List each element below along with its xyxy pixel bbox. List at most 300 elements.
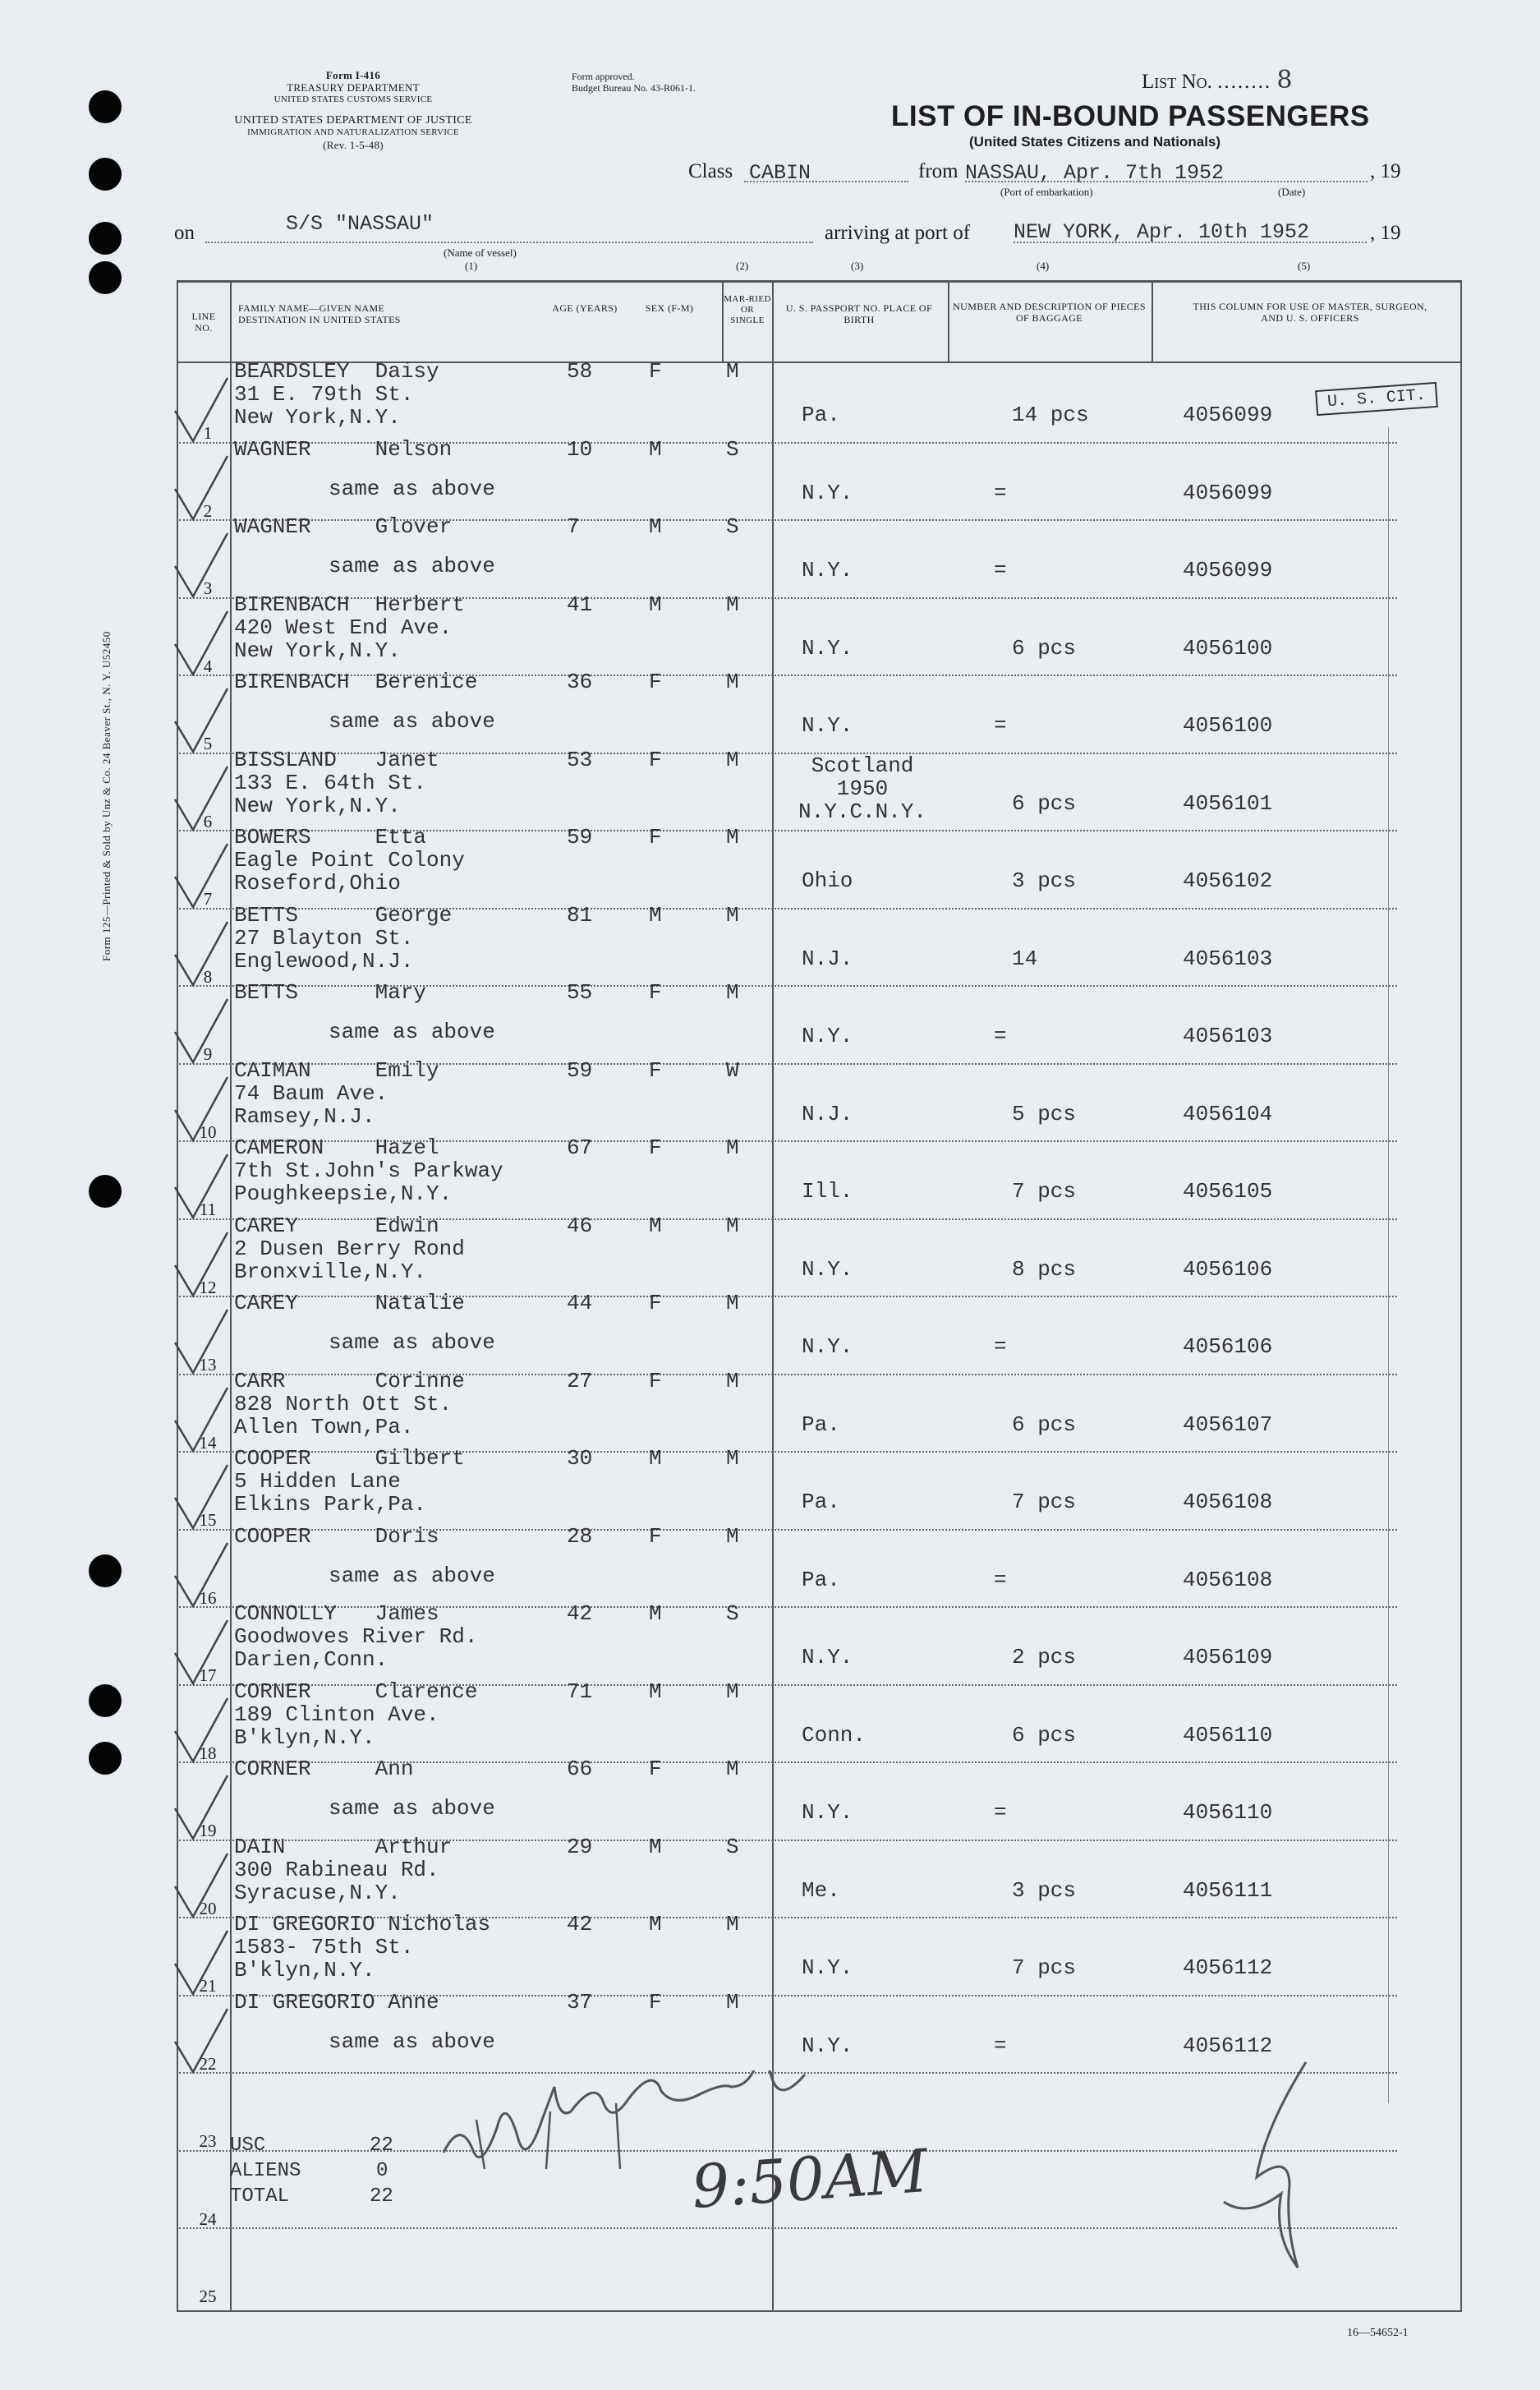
passenger-age: 41 [567,592,593,617]
passenger-address: same as above [329,1796,495,1821]
passenger-sex: M [649,514,662,539]
passenger-baggage: = [994,1024,1007,1048]
passenger-name: DI GREGORIO Anne [234,1989,439,2015]
passenger-sex: F [649,1757,662,1781]
passenger-birthplace: N.Y. [802,1334,853,1359]
passenger-name: WAGNER Glover [234,514,453,539]
passenger-baggage: 3 pcs [1012,1877,1077,1903]
check-mark-icon [168,1461,234,1535]
year-suffix-2: , 19 [1370,222,1401,244]
page-subtitle: (United States Citizens and Nationals) [969,134,1221,150]
approved-text: Form approved. [572,71,635,82]
passenger-name: BEARDSLEY Daisy [234,359,439,384]
passenger-marital: M [726,1989,739,2015]
punch-hole [89,222,122,255]
arriving-dots [1014,228,1367,243]
passenger-sex: F [649,670,662,694]
line-number: 17 [199,1665,217,1685]
passenger-baggage: = [994,1567,1007,1592]
us-cit-stamp-text: U. S. CIT. [1326,385,1427,412]
col-head-line: LINE NO. [191,311,216,334]
passenger-officer-number: 4056104 [1183,1101,1273,1126]
passenger-address: same as above [329,1020,495,1044]
passenger-age: 55 [567,980,593,1005]
passenger-address-line2: Ramsey,N.J. [234,1103,375,1129]
line-number: 8 [203,966,213,987]
passenger-birthplace: Ohio [802,868,853,893]
passenger-address-line1: 7th St.John's Parkway [234,1158,503,1183]
passenger-address-line2: Roseford,Ohio [234,871,401,896]
doj: UNITED STATES DEPARTMENT OF JUSTICE [234,114,472,127]
class-value: CABIN [749,161,811,185]
check-mark-icon [168,1073,234,1147]
passenger-sex: F [649,825,662,850]
arriving-label: arriving at port of [825,222,971,244]
passenger-name: BISSLAND Janet [234,747,439,772]
col-num-1: (1) [465,260,478,272]
passenger-address-line2: B'klyn,N.Y. [234,1725,375,1750]
passenger-sex: M [649,1446,662,1471]
col-head-baggage: NUMBER AND DESCRIPTION OF PIECES OF BAGGAGE [953,301,1146,324]
line-number: 6 [203,811,213,831]
passenger-officer-number: 4056110 [1183,1800,1273,1825]
passenger-officer-number: 4056106 [1183,1256,1273,1282]
passenger-age: 58 [567,359,593,384]
total-value: 22 [370,2185,393,2208]
passenger-sex: M [649,1213,662,1238]
passenger-officer-number: 4056099 [1183,558,1273,583]
passenger-officer-number: 4056107 [1183,1411,1273,1437]
check-mark-icon [168,2005,234,2079]
date-label: (Date) [1278,186,1306,198]
passenger-baggage: 6 pcs [1012,1411,1077,1437]
punch-hole [89,1554,122,1587]
col-head-officers: THIS COLUMN FOR USE OF MASTER, SURGEON, AND U. S. OFFICERS [1193,301,1427,324]
class-dots [744,168,908,182]
passenger-name: CAIMAN Emily [234,1057,439,1083]
passenger-marital: S [726,1601,739,1626]
passenger-marital: M [726,1523,739,1549]
col-divider [1388,427,1389,2103]
passenger-sex: M [649,1601,662,1626]
passenger-officer-number: 4056099 [1183,403,1273,427]
passenger-age: 28 [567,1523,593,1549]
line-number: 9 [203,1044,213,1064]
passenger-name: CORNER Ann [234,1757,414,1781]
col-head-sex: SEX (F-M) [645,302,694,314]
passenger-marital: M [726,1757,739,1781]
col-head-married: MAR-RIED OR SINGLE [724,294,771,325]
col-divider [1460,282,1462,2311]
passenger-address-line1: 420 West End Ave. [234,615,453,640]
passenger-marital: M [726,747,739,772]
passenger-birthplace: N.Y. [802,480,853,505]
passenger-officer-number: 4056108 [1183,1490,1273,1514]
passenger-address: same as above [329,476,495,501]
check-mark-icon [168,1616,234,1690]
passenger-officer-number: 4056112 [1183,1955,1273,1980]
passenger-marital: M [726,592,739,617]
passenger-sex: M [649,436,662,462]
line-number: 15 [199,1510,217,1530]
col-num-2: (2) [736,260,749,272]
passenger-name: CAMERON Hazel [234,1135,439,1160]
line-number: 22 [199,2053,217,2074]
check-mark-icon [168,762,234,836]
line-number: 7 [203,889,213,909]
check-mark-icon [168,529,234,603]
passenger-birthplace: Conn. [802,1722,867,1748]
check-mark-icon [168,1150,234,1224]
check-mark-icon [168,1384,234,1457]
passenger-address-line1: 31 E. 79th St. [234,382,414,407]
passenger-birthplace: N.Y. [802,1800,853,1825]
check-mark-icon [168,452,234,526]
passenger-name: CAREY Edwin [234,1213,439,1238]
passenger-address-line1: 133 E. 64th St. [234,770,427,795]
passenger-sex: F [649,1291,662,1315]
passenger-age: 81 [567,902,593,928]
line-number: 23 [199,2131,217,2151]
passenger-birthplace: Me. [802,1877,840,1903]
passenger-officer-number: 4056102 [1183,868,1273,893]
check-mark-icon [168,684,234,758]
passenger-marital: S [726,514,739,539]
line-number: 2 [203,500,213,521]
passenger-sex: F [649,1523,662,1549]
passenger-birthplace: N.J. [802,1101,853,1126]
passenger-name: BETTS George [234,902,453,928]
passenger-address-line1: 2 Dusen Berry Rond [234,1236,465,1261]
from-label: from [918,160,958,182]
passenger-marital: M [726,1912,739,1936]
passenger-age: 30 [567,1446,593,1471]
line-number: 1 [203,423,213,443]
passenger-age: 10 [567,436,593,462]
list-no-value: 8 [1276,66,1293,94]
passenger-age: 36 [567,670,593,694]
passenger-address: same as above [329,554,495,578]
passenger-address: same as above [329,2029,495,2054]
from-dots [965,168,1368,182]
passenger-baggage: 7 pcs [1012,1490,1077,1514]
punch-hole [89,1175,122,1208]
handwritten-time: 9:50AM [689,2136,930,2222]
passenger-age: 67 [567,1135,593,1160]
on-label: on [174,222,195,244]
total-value: 0 [376,2160,388,2182]
passenger-age: 7 [567,514,580,539]
line-number: 13 [199,1355,217,1375]
form-header-left [168,69,538,151]
passenger-address: same as above [329,1563,495,1588]
passenger-sex: F [649,980,662,1005]
passenger-marital: M [726,1291,739,1315]
col-num-3: (3) [851,260,864,272]
passenger-officer-number: 4056112 [1183,2033,1273,2058]
revision: (Rev. 1-5-48) [323,139,384,151]
passenger-birthplace: N.Y. [802,713,853,738]
punch-hole [89,1684,122,1717]
side-printer-note: Form 125—Printed & Sold by Unz & Co. 24 Beaver St., N. Y. U52450 [100,631,113,961]
year-suffix: , 19 [1370,160,1401,182]
vessel-name: S/S "NASSAU" [286,212,434,236]
vessel-label: (Name of vessel) [444,246,517,259]
passenger-birthplace: N.Y. [802,2033,853,2058]
treasury-dept: TREASURY DEPARTMENT [287,81,420,94]
passenger-baggage: 6 pcs [1012,1722,1077,1748]
passenger-age: 29 [567,1834,593,1859]
passenger-marital: S [726,1834,739,1859]
col-head-age: AGE (YEARS) [552,302,618,314]
check-mark-icon [168,1228,234,1302]
check-mark-icon [168,1771,234,1845]
passenger-baggage: = [994,1800,1007,1825]
passenger-officer-number: 4056100 [1183,713,1273,738]
passenger-baggage: = [994,2033,1007,2058]
passenger-address-line2: New York,N.Y. [234,793,401,818]
passenger-name: CARR Corinne [234,1368,465,1393]
check-mark-icon [168,918,234,992]
passenger-baggage: 7 pcs [1012,1179,1077,1204]
total-row-total [230,2184,393,2209]
passenger-name: BIRENBACH Berenice [234,670,478,694]
passenger-name: DAIN Arthur [234,1834,453,1859]
line-number: 10 [199,1121,217,1142]
passenger-age: 59 [567,1057,593,1083]
footer-code: 16—54652-1 [1347,2327,1409,2339]
passenger-age: 71 [567,1679,593,1704]
passenger-address-line1: Goodwoves River Rd. [234,1624,478,1649]
total-value: 22 [370,2134,393,2157]
line-number: 20 [199,1898,217,1918]
passenger-sex: F [649,1368,662,1393]
passenger-sex: M [649,1834,662,1859]
class-label: Class [688,160,733,182]
passenger-marital: M [726,670,739,694]
passenger-birthplace: Pa. [802,1411,840,1437]
passenger-marital: M [726,359,739,384]
check-mark-icon [168,840,234,914]
col-divider [948,282,949,361]
line-number: 25 [199,2286,217,2306]
passenger-baggage: = [994,1334,1007,1359]
passenger-age: 27 [567,1368,593,1393]
total-label: ALIENS [230,2160,301,2182]
passenger-name: BETTS Mary [234,980,427,1005]
passenger-address-line2: Darien,Conn. [234,1647,388,1672]
passenger-birthplace: Pa. [802,1490,840,1514]
punch-hole [89,158,122,191]
col-head-name [238,302,411,325]
passenger-name: CONNOLLY James [234,1601,439,1626]
passenger-address-line2: Syracuse,N.Y. [234,1880,401,1905]
col-num-4: (4) [1037,260,1050,272]
passenger-marital: S [726,436,739,462]
passenger-address-line2: Poughkeepsie,N.Y. [234,1181,453,1206]
passenger-baggage: 7 pcs [1012,1955,1077,1980]
handwritten-initial [1216,2054,1347,2284]
passenger-marital: M [726,1135,739,1160]
line-number: 12 [199,1277,217,1297]
check-mark-icon [168,374,234,448]
punch-hole [89,90,122,123]
passenger-birthplace: N.Y. [802,1955,853,1980]
passenger-marital: M [726,825,739,850]
passenger-officer-number: 4056103 [1183,946,1273,971]
passenger-age: 37 [567,1989,593,2015]
passenger-sex: F [649,1135,662,1160]
col-head-name-line1: FAMILY NAME—GIVEN NAME [238,302,385,314]
list-no-label: List No. [1142,71,1212,93]
passenger-address-line1: 1583- 75th St. [234,1935,414,1959]
passenger-age: 42 [567,1912,593,1936]
check-mark-icon [168,995,234,1069]
passenger-name: CORNER Clarence [234,1679,478,1704]
total-row-aliens [230,2158,393,2184]
check-mark-icon [168,607,234,681]
passenger-birthplace: N.Y. [802,1024,853,1048]
line-number: 21 [199,1976,217,1996]
check-mark-icon [168,1927,234,2001]
passenger-name: CAREY Natalie [234,1291,465,1315]
passenger-baggage: 8 pcs [1012,1256,1077,1282]
passenger-address-line2: New York,N.Y. [234,405,401,430]
passenger-age: 59 [567,825,593,850]
passenger-sex: M [649,902,662,928]
passenger-baggage: 3 pcs [1012,868,1077,893]
col-divider [1152,282,1153,361]
passenger-officer-number: 4056099 [1183,480,1273,505]
passenger-marital: M [726,1446,739,1471]
passenger-marital: M [726,1368,739,1393]
passenger-birthplace: Pa. [802,1567,840,1592]
check-mark-icon [168,1694,234,1768]
passenger-address-line2: Elkins Park,Pa. [234,1492,427,1517]
passenger-address-line1: Eagle Point Colony [234,848,465,873]
check-mark-icon [168,1849,234,1923]
list-number-field: List No. ........ 8 [1142,66,1293,94]
line-number: 4 [203,656,213,676]
line-number: 5 [203,734,213,753]
passenger-birthplace: N.Y. [802,1645,853,1669]
passenger-officer-number: 4056110 [1183,1722,1273,1748]
passenger-birthplace: N.Y. [802,635,853,661]
passenger-address-line2: Allen Town,Pa. [234,1414,414,1439]
line-number: 19 [199,1821,217,1840]
passenger-name: BOWERS Etta [234,825,427,850]
passenger-sex: F [649,359,662,384]
line-number: 14 [199,1432,217,1453]
totals-block [230,2133,393,2209]
passenger-birthplace: N.Y. [802,1256,853,1282]
passenger-name: DI GREGORIO Nicholas [234,1912,491,1936]
passenger-name: COOPER Doris [234,1523,439,1549]
check-mark-icon [168,1539,234,1613]
passenger-birthplace: Scotland 1950 N.Y.C.N.Y. [798,753,927,824]
passenger-sex: M [649,1912,662,1936]
passenger-baggage: 2 pcs [1012,1645,1077,1669]
form-approved [572,71,696,94]
passenger-birthplace: Pa. [802,403,840,427]
customs-service: UNITED STATES CUSTOMS SERVICE [274,94,433,104]
passenger-address-line1: 300 Rabineau Rd. [234,1857,439,1882]
passenger-address-line1: 828 North Ott St. [234,1391,453,1416]
passenger-baggage: 5 pcs [1012,1101,1077,1126]
passenger-birthplace: N.J. [802,946,853,971]
passenger-sex: F [649,1989,662,2015]
line-number: 11 [199,1200,217,1219]
arriving-value: NEW YORK, Apr. 10th 1952 [1014,220,1310,244]
passenger-officer-number: 4056108 [1183,1567,1273,1592]
passenger-address-line2: Englewood,N.J. [234,948,414,974]
line-number: 16 [199,1587,217,1608]
passenger-address-line1: 189 Clinton Ave. [234,1702,439,1727]
table-top-border [177,280,1462,283]
passenger-baggage: 6 pcs [1012,635,1077,661]
passenger-address-line1: 27 Blayton St. [234,925,414,951]
form-number: Form I-416 [325,69,381,81]
passenger-baggage: 14 pcs [1012,403,1089,427]
passenger-sex: M [649,1679,662,1704]
passenger-name: WAGNER Nelson [234,436,453,462]
col-head-name-line2: DESTINATION IN UNITED STATES [238,314,401,325]
check-mark-icon [168,1306,234,1379]
passenger-age: 66 [567,1757,593,1781]
passenger-name: BIRENBACH Herbert [234,592,465,617]
budget-text: Budget Bureau No. 43-R061-1. [572,82,696,94]
passenger-address-line1: 5 Hidden Lane [234,1469,401,1494]
passenger-birthplace: Ill. [802,1179,853,1204]
passenger-address-line2: New York,N.Y. [234,638,401,663]
passenger-baggage: = [994,480,1007,505]
from-value: NASSAU, Apr. 7th 1952 [965,161,1225,185]
passenger-officer-number: 4056109 [1183,1645,1273,1669]
total-row-usc [230,2133,393,2158]
passenger-birthplace: N.Y. [802,558,853,583]
passenger-sex: F [649,1057,662,1083]
passenger-baggage: 6 pcs [1012,790,1077,816]
passenger-marital: M [726,1679,739,1704]
passenger-address-line2: Bronxville,N.Y. [234,1259,427,1284]
passenger-name: COOPER Gilbert [234,1446,465,1471]
passenger-marital: W [726,1057,739,1083]
passenger-officer-number: 4056111 [1183,1877,1273,1903]
passenger-age: 44 [567,1291,593,1315]
passenger-age: 46 [567,1213,593,1238]
passenger-marital: M [726,1213,739,1238]
col-head-passport: U. S. PASSPORT NO. PLACE OF BIRTH [785,302,933,325]
punch-hole [89,261,122,294]
passenger-address-line1: 74 Baum Ave. [234,1080,388,1106]
passenger-sex: M [649,592,662,617]
passenger-sex: F [649,747,662,772]
total-label: TOTAL [230,2185,290,2208]
passenger-officer-number: 4056101 [1183,790,1273,816]
passenger-officer-number: 4056105 [1183,1179,1273,1204]
passenger-officer-number: 4056103 [1183,1024,1273,1048]
passenger-address-line2: B'klyn,N.Y. [234,1958,375,1982]
passenger-baggage: 14 [1012,946,1038,971]
punch-hole [89,1742,122,1775]
passenger-address: same as above [329,1330,495,1355]
us-cit-stamp [1315,382,1438,416]
ins: IMMIGRATION AND NATURALIZATION SERVICE [247,127,459,137]
line-number: 3 [203,578,213,598]
passenger-age: 42 [567,1601,593,1626]
line-number: 18 [199,1743,217,1763]
port-emb-label: (Port of embarkation) [1000,186,1093,198]
